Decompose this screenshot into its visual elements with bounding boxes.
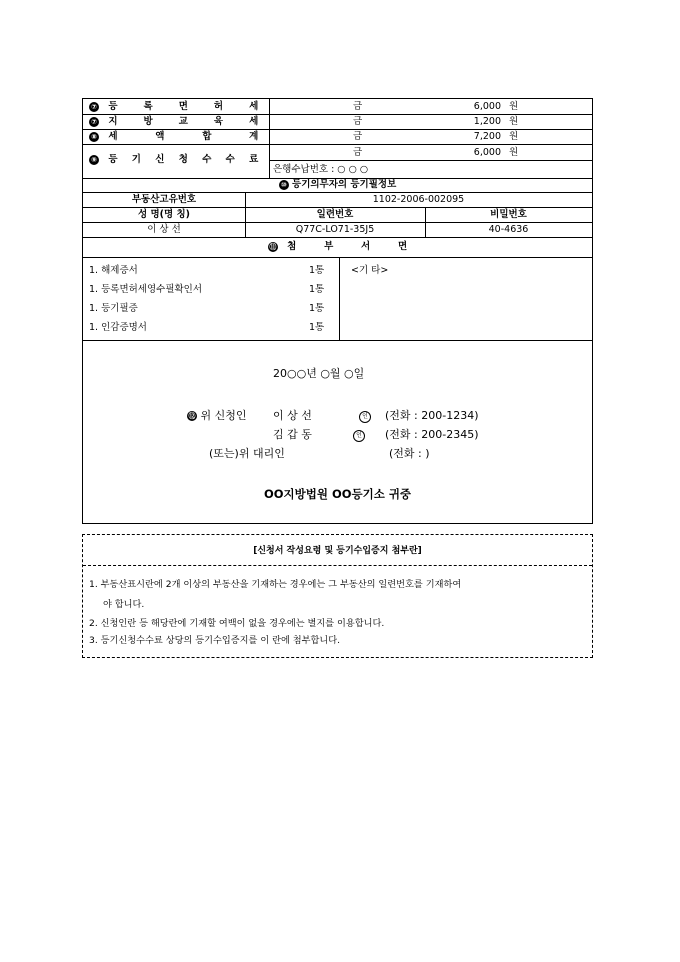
notes-title: [신청서 작성요령 및 등기수입증지 첨부란]	[253, 546, 422, 556]
obligor-name: 이 상 선	[147, 224, 181, 235]
attachment-3-count: 1통	[309, 303, 325, 314]
fee-row-1-amount: 6,000	[473, 101, 501, 112]
attachments-num: ⑪	[269, 243, 277, 251]
obligor-serial: Q77C-LO71-35J5	[295, 224, 375, 235]
fee-row-1-unit: 금	[353, 101, 363, 112]
applicant-1-name: 이 상 선	[273, 409, 312, 422]
col-password-header: 비밀번호	[490, 209, 527, 220]
attachment-1-label: 1. 해제증서	[89, 265, 138, 276]
notes-box	[82, 534, 593, 658]
fee-row-3-amount: 7,200	[473, 131, 501, 142]
fee-row-4-label-wrap	[89, 154, 265, 167]
application-form	[82, 98, 593, 524]
fee-row-3-label: 세 액 합 계	[108, 131, 259, 142]
fee-row-4-amount: 6,000	[473, 147, 501, 158]
obligor-title: 등기의무자의 등기필정보	[292, 179, 397, 190]
attachment-4-label: 1. 인감증명서	[89, 322, 147, 333]
attachments-title: 첨 부 서 면	[287, 241, 408, 252]
fee-row-3-num: ⑧	[89, 132, 99, 142]
attachment-2-label: 1. 등록면허세영수필확인서	[89, 284, 203, 295]
fee-row-4-label: 등 기 신 청 수 수 료	[108, 154, 259, 165]
fee-row-1-label: 등 록 면 허 세	[108, 101, 259, 112]
seal-icon: 인	[353, 430, 365, 442]
obligor-password: 40-4636	[488, 224, 529, 235]
note-2: 2. 신청인란 등 해당란에 기재할 여백이 없을 경우에는 별지를 이용합니다.	[89, 618, 385, 629]
applicant-2-phone: (전화 : 200-2345)	[385, 428, 479, 441]
bank-receipt-number: 은행수납번호 : ○ ○ ○	[273, 164, 369, 175]
fee-row-4-num: ⑨	[89, 155, 99, 165]
fee-row-2-unit: 금	[353, 116, 363, 127]
note-1-cont: 야 합니다.	[103, 599, 145, 610]
fee-row-2-label-wrap	[89, 116, 265, 129]
fee-row-1-num: ⑦	[89, 102, 99, 112]
fee-row-3-won: 원	[509, 131, 519, 142]
property-no-value: 1102-2006-002095	[372, 194, 465, 205]
applicant-1-line	[187, 409, 247, 423]
agent-phone: (전화 : )	[389, 447, 430, 460]
attachments-section-title	[83, 241, 592, 254]
application-date: 20○○년 ○월 ○일	[273, 367, 365, 380]
attachment-3-label: 1. 등기필증	[89, 303, 138, 314]
attachment-1-count: 1통	[309, 265, 325, 276]
court-addressee: OO지방법원 OO등기소 귀중	[263, 487, 412, 501]
note-1: 1. 부동산표시란에 2개 이상의 부동산을 기재하는 경우에는 그 부동산의 일련번호를 기재하여	[89, 579, 462, 590]
attachment-2-count: 1통	[309, 284, 325, 295]
attachment-other: <기 타>	[351, 265, 389, 276]
fee-row-4-won: 원	[509, 147, 519, 158]
fee-row-2-num: ⑦	[89, 117, 99, 127]
fee-row-4-unit: 금	[353, 147, 363, 158]
fee-row-3-unit: 금	[353, 131, 363, 142]
applicant-num: ⑫	[188, 412, 196, 420]
obligor-num: ⑩	[279, 180, 289, 190]
fee-row-1-label-wrap	[89, 101, 265, 114]
note-3: 3. 등기신청수수료 상당의 등기수입증지를 이 란에 첨부합니다.	[89, 635, 341, 646]
fee-row-2-label: 지 방 교 육 세	[108, 116, 259, 127]
seal-icon: 인	[359, 411, 371, 423]
applicant-prefix: 위 신청인	[200, 409, 247, 422]
fee-row-3-label-wrap	[89, 131, 265, 144]
fee-row-1-won: 원	[509, 101, 519, 112]
applicant-2-name: 김 갑 동	[273, 428, 312, 441]
agent-label: (또는)위 대리인	[209, 447, 285, 460]
col-serial-header: 일련번호	[316, 209, 354, 220]
obligor-section-title	[83, 179, 592, 191]
col-name-header: 성 명(명 칭)	[137, 209, 190, 220]
applicant-1-phone: (전화 : 200-1234)	[385, 409, 479, 422]
property-no-label: 부동산고유번호	[131, 194, 197, 205]
fee-row-2-amount: 1,200	[473, 116, 501, 127]
fee-row-2-won: 원	[509, 116, 519, 127]
attachment-4-count: 1통	[309, 322, 325, 333]
